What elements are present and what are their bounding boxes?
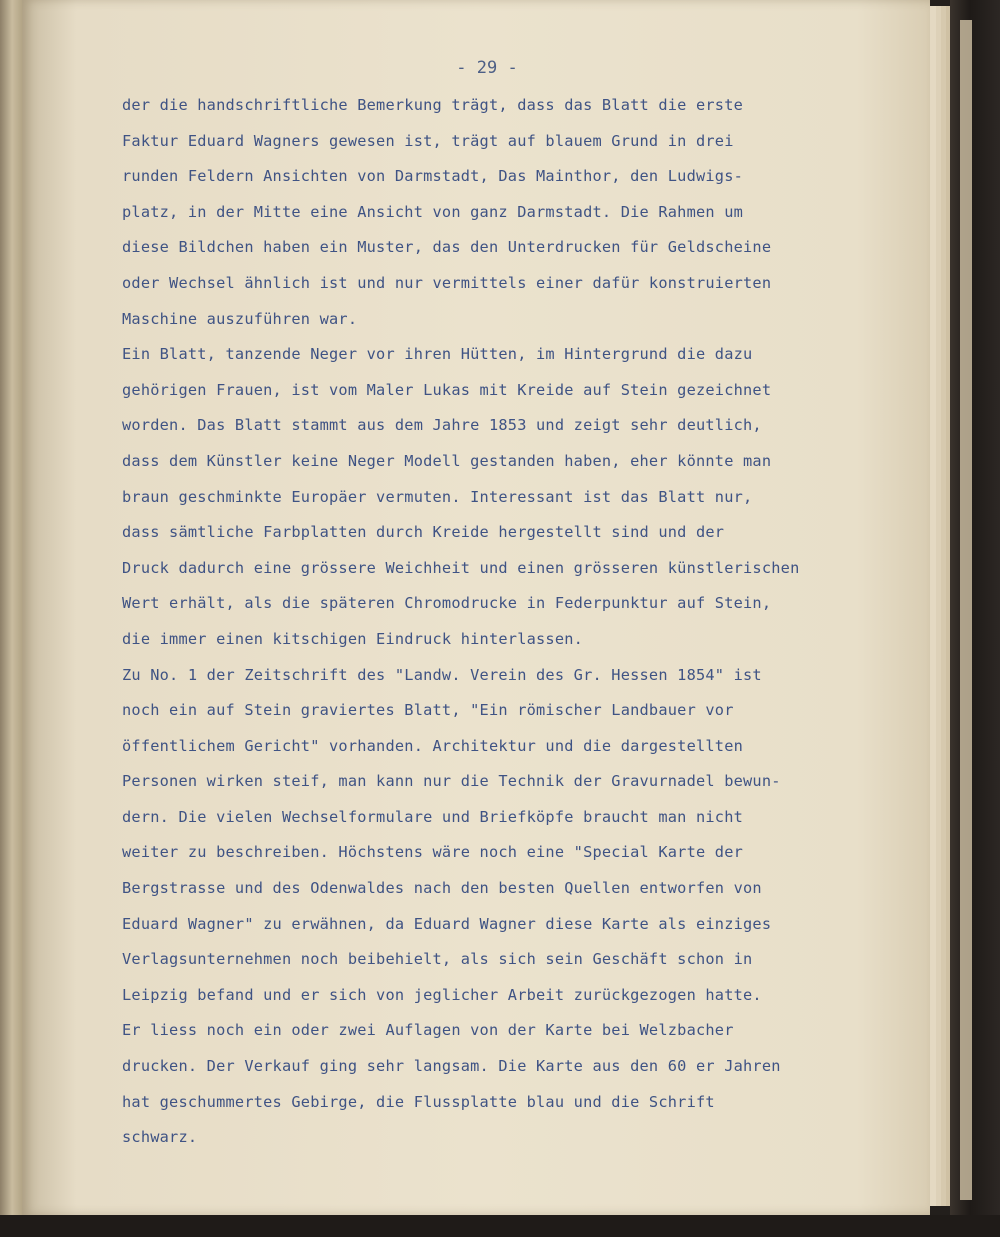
text-line: Personen wirken steif, man kann nur die Technik der Gravurnadel bewun-	[122, 772, 781, 791]
text-line: der die handschriftliche Bemerkung trägt, dass das Blatt die erste	[122, 96, 744, 114]
text-line: die immer einen kitschigen Eindruck hinterlassen.	[122, 629, 584, 648]
text-line: Leipzig befand und er sich von jeglicher Arbeit zurückgezogen hatte.	[122, 985, 762, 1004]
document-page	[22, 0, 930, 1215]
text-line: dass dem Künstler keine Neger Modell gestanden haben, eher könnte man	[122, 451, 772, 470]
text-line: worden. Das Blatt stammt aus dem Jahre 1853 und zeigt sehr deutlich,	[122, 416, 762, 435]
text-line: dern. Die vielen Wechselformulare und Briefköpfe braucht man nicht	[122, 807, 744, 826]
text-line: weiter zu beschreiben. Höchstens wäre noch eine "Special Karte der	[122, 843, 744, 862]
book-cover-edge	[950, 0, 1000, 1237]
text-line: Er liess noch ein oder zwei Auflagen von der Karte bei Welzbacher	[122, 1021, 734, 1040]
text-line: Druck dadurch eine grössere Weichheit und einen grösseren künstlerischen	[122, 558, 800, 577]
text-line: hat geschummertes Gebirge, die Flussplatte blau und die Schrift	[122, 1092, 715, 1111]
text-line: Bergstrasse und des Odenwaldes nach den besten Quellen entworfen von	[122, 879, 762, 898]
page-number: - 29 -	[456, 58, 518, 78]
text-line: Wert erhält, als die späteren Chromodrucke in Federpunktur auf Stein,	[122, 594, 772, 613]
left-page-edge	[0, 0, 22, 1237]
text-line: Eduard Wagner" zu erwähnen, da Eduard Wagner diese Karte als einziges	[122, 914, 772, 933]
text-line: Ein Blatt, tanzende Neger vor ihren Hütten, im Hintergrund die dazu	[122, 345, 753, 364]
text-line: Maschine auszuführen war.	[122, 309, 358, 328]
next-page-strip	[960, 20, 972, 1200]
text-line: Zu No. 1 der Zeitschrift des "Landw. Verein des Gr. Hessen 1854" ist	[122, 665, 762, 684]
text-line: dass sämtliche Farbplatten durch Kreide hergestellt sind und der	[122, 523, 725, 542]
body-text	[122, 88, 922, 1156]
text-line: öffentlichem Gericht" vorhanden. Architektur und die dargestellten	[122, 736, 744, 755]
text-line: schwarz.	[122, 1128, 198, 1147]
text-line: oder Wechsel ähnlich ist und nur vermittels einer dafür konstruierten	[122, 273, 772, 292]
text-line: Faktur Eduard Wagners gewesen ist, trägt auf blauem Grund in drei	[122, 131, 734, 150]
text-line: drucken. Der Verkauf ging sehr langsam. Die Karte aus den 60 er Jahren	[122, 1057, 781, 1076]
text-line: platz, in der Mitte eine Ansicht von ganz Darmstadt. Die Rahmen um	[122, 202, 744, 221]
text-line: braun geschminkte Europäer vermuten. Interessant ist das Blatt nur,	[122, 487, 753, 506]
text-line: diese Bildchen haben ein Muster, das den Unterdrucken für Geldscheine	[122, 238, 772, 257]
text-line: gehörigen Frauen, ist vom Maler Lukas mit Kreide auf Stein gezeichnet	[122, 380, 772, 399]
book-bottom-shadow	[0, 1215, 1000, 1237]
text-line: runden Feldern Ansichten von Darmstadt, Das Mainthor, den Ludwigs-	[122, 167, 744, 186]
text-line: noch ein auf Stein graviertes Blatt, "Ein römischer Landbauer vor	[122, 701, 734, 720]
text-line: Verlagsunternehmen noch beibehielt, als sich sein Geschäft schon in	[122, 950, 753, 969]
